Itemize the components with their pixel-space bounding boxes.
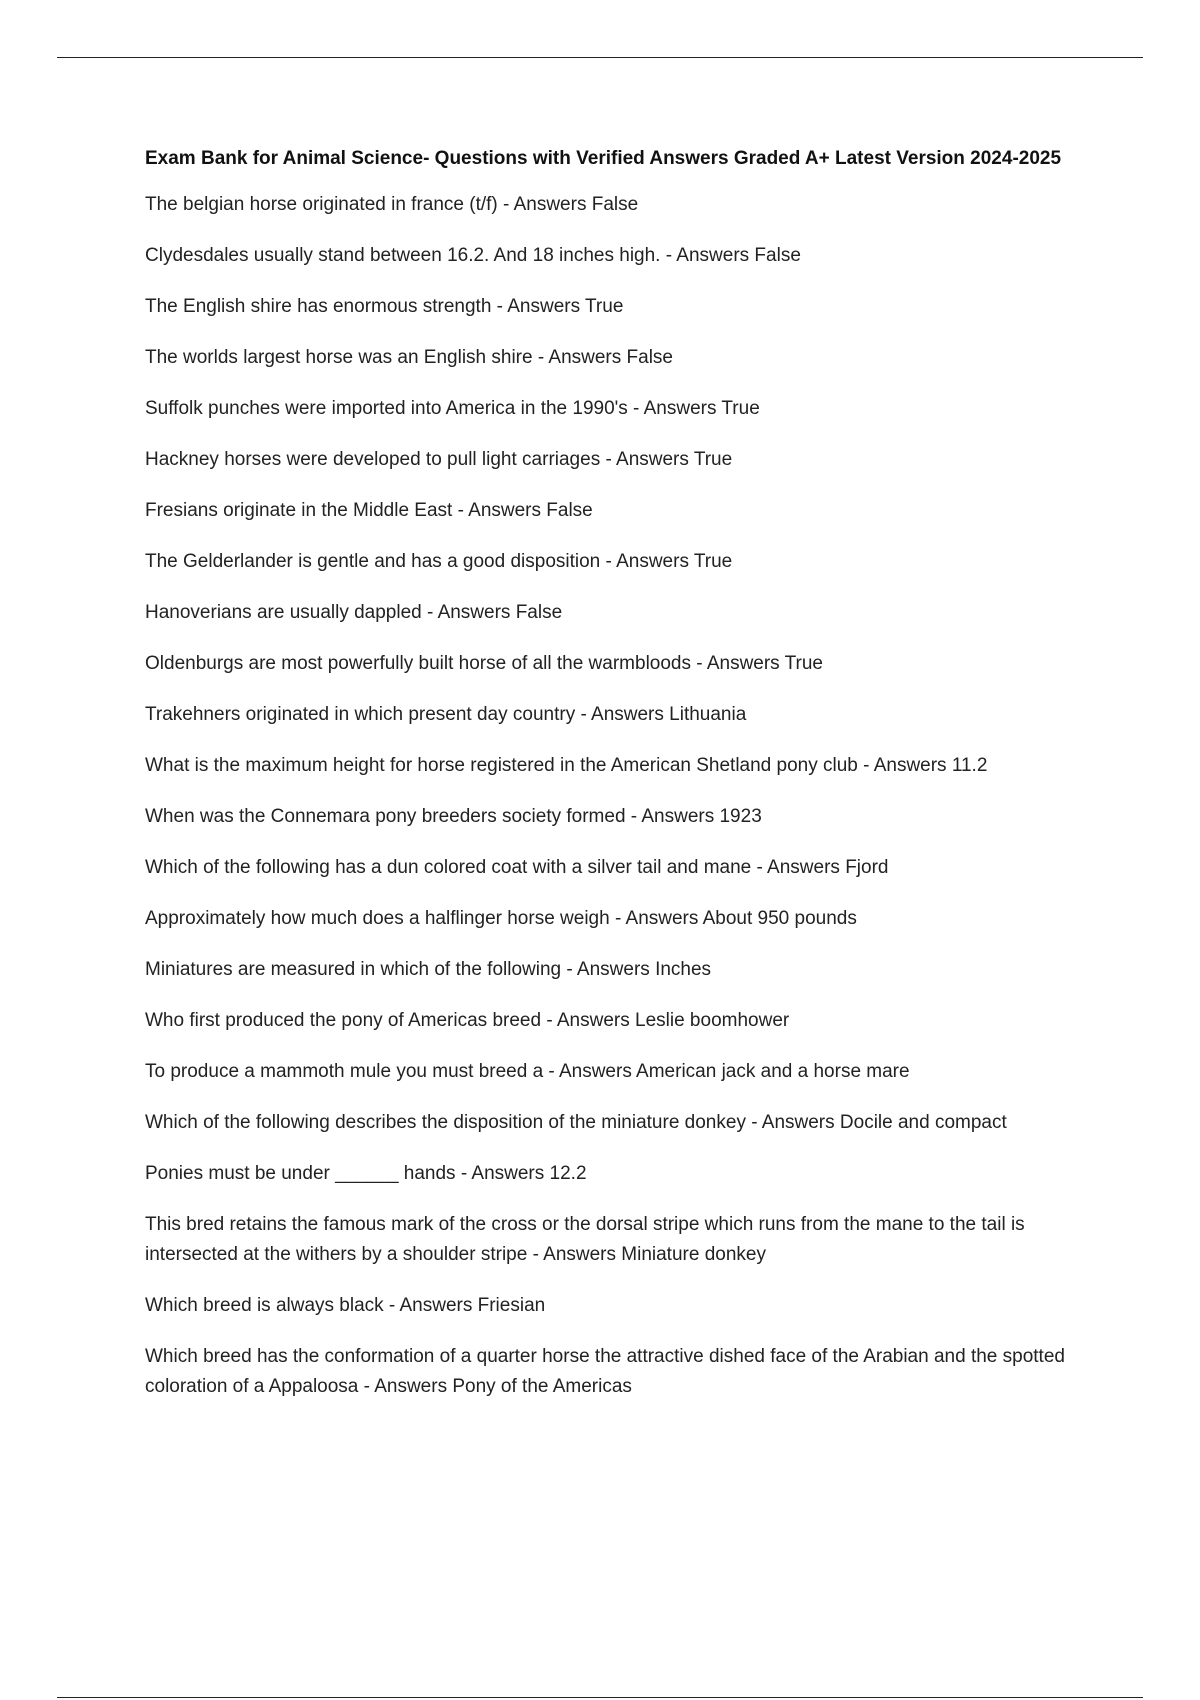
list-item: To produce a mammoth mule you must breed a - Answers American jack and a horse mare [145, 1061, 910, 1082]
list-item: Hackney horses were developed to pull light carriages - Answers True [145, 449, 733, 470]
list-item: Clydesdales usually stand between 16.2. And 18 inches high. - Answers False [145, 245, 801, 266]
list-item: Which of the following describes the disposition of the miniature donkey - Answers Docile and compact [145, 1112, 1007, 1133]
question-answer-list [145, 190, 1090, 1402]
list-item: The belgian horse originated in france (t/f) - Answers False [145, 194, 639, 215]
list-item: Ponies must be under ______ hands - Answers 12.2 [145, 1163, 587, 1184]
list-item: Fresians originate in the Middle East - Answers False [145, 500, 593, 521]
list-item: The English shire has enormous strength - Answers True [145, 296, 624, 317]
header-rule [57, 57, 1143, 58]
list-item: Approximately how much does a halflinger horse weigh - Answers About 950 pounds [145, 908, 857, 929]
list-item: Who first produced the pony of Americas breed - Answers Leslie boomhower [145, 1010, 790, 1031]
list-item: When was the Connemara pony breeders society formed - Answers 1923 [145, 806, 762, 827]
list-item: The worlds largest horse was an English shire - Answers False [145, 347, 674, 368]
list-item: Oldenburgs are most powerfully built horse of all the warmbloods - Answers True [145, 653, 823, 674]
list-item: The Gelderlander is gentle and has a good disposition - Answers True [145, 551, 733, 572]
list-item: Hanoverians are usually dappled - Answers False [145, 602, 563, 623]
document-title: Exam Bank for Animal Science- Questions with Verified Answers Graded A+ Latest Version 2024-2025 [145, 148, 1062, 169]
document-body [145, 144, 1090, 1423]
list-item: Suffolk punches were imported into America in the 1990's - Answers True [145, 398, 760, 419]
list-item: Which breed has the conformation of a quarter horse the attractive dished face of the Arabian and the spotted coloration of a Appaloosa - Answers Pony of the Americas [145, 1346, 1065, 1397]
list-item: This bred retains the famous mark of the cross or the dorsal stripe which runs from the mane to the tail is intersected at the withers by a shoulder stripe - Answers Miniature donkey [145, 1214, 1025, 1265]
list-item: Which breed is always black - Answers Friesian [145, 1295, 546, 1316]
list-item: Trakehners originated in which present day country - Answers Lithuania [145, 704, 747, 725]
list-item: Miniatures are measured in which of the following - Answers Inches [145, 959, 712, 980]
footer-rule [57, 1697, 1143, 1698]
list-item: What is the maximum height for horse registered in the American Shetland pony club - Answers 11.2 [145, 755, 988, 776]
list-item: Which of the following has a dun colored coat with a silver tail and mane - Answers Fjord [145, 857, 889, 878]
